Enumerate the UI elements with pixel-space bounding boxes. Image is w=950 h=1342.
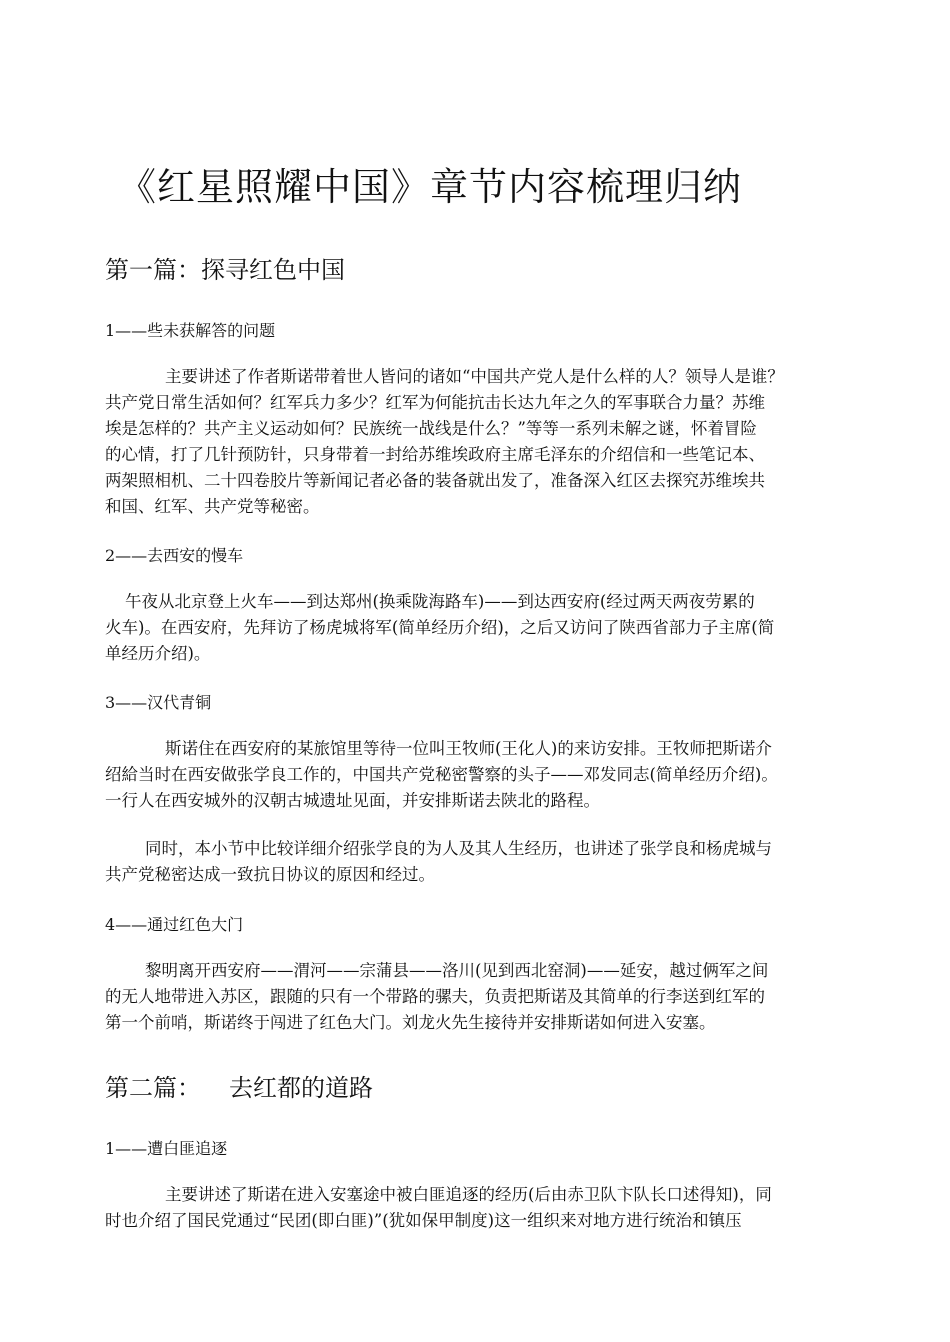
part2-heading-text: 去红都的道路 [229, 1074, 373, 1102]
chapter-heading: 4——通过红色大门 [105, 915, 244, 934]
chapter-heading: 2——去西安的慢车 [105, 546, 244, 565]
paragraph-line: 的无人地带进入苏区，跟随的只有一个带路的骡夫，负责把斯诺及其简单的行李送到红军的 [105, 987, 765, 1006]
paragraph-line: 时也介绍了国民党通过“民团(即白匪)”(犹如保甲制度)这一组织来对地方进行统治和镇压 [105, 1211, 742, 1230]
chapter-paragraph [105, 1182, 900, 1234]
paragraph-line: 同时，本小节中比较详细介绍张学良的为人及其人生经历，也讲述了张学良和杨虎城与 [145, 839, 772, 858]
chapter-heading: 1——遭白匪追逐 [105, 1139, 228, 1158]
paragraph-line: 的心情，打了几针预防针，只身带着一封给苏维埃政府主席毛泽东的介绍信和一些笔记本、 [105, 445, 765, 464]
paragraph-line: 埃是怎样的？共产主义运动如何？民族统一战线是什么？”等等一系列未解之谜，怀着冒险 [105, 419, 757, 438]
paragraph-line: 斯诺住在西安府的某旅馆里等待一位叫王牧师(王化人)的来访安排。王牧师把斯诺介 [165, 739, 772, 758]
chapter-paragraph [105, 589, 900, 667]
paragraph-line: 共产党日常生活如何？红军兵力多少？红军为何能抗击长达九年之久的军事联合力量？苏维 [105, 393, 765, 412]
paragraph-line: 共产党秘密达成一致抗日协议的原因和经过。 [105, 865, 435, 884]
paragraph-line: 第一个前哨，斯诺终于闯进了红色大门。刘龙火先生接待并安排斯诺如何进入安塞。 [105, 1013, 716, 1032]
chapter-heading: 1——些未获解答的问题 [105, 321, 276, 340]
part1-heading-label: 第一篇： [105, 256, 201, 284]
paragraph-line: 一行人在西安城外的汉朝古城遗址见面，并安排斯诺去陕北的路程。 [105, 791, 600, 810]
part1-heading [105, 250, 345, 285]
document-title: 《红星照耀中国》章节内容梳理归纳 [118, 165, 743, 209]
paragraph-line: 主要讲述了斯诺在进入安塞途中被白匪追逐的经历(后由赤卫队卞队长口述得知)，同 [165, 1185, 772, 1204]
paragraph-line: 单经历介绍)。 [105, 644, 211, 663]
paragraph-line: 火车)。在西安府，先拜访了杨虎城将军(简单经历介绍)，之后又访问了陕西省部力子主席(简 [105, 618, 775, 637]
paragraph-line: 主要讲述了作者斯诺带着世人皆问的诸如“中国共产党人是什么样的人？领导人是谁？ [165, 367, 784, 386]
paragraph-line: 黎明离开西安府——渭河——宗蒲县——洛川(见到西北窑洞)——延安，越过俩军之间 [145, 961, 769, 980]
chapter-paragraph [105, 836, 900, 888]
chapter-heading: 3——汉代青铜 [105, 693, 212, 712]
part1-heading-text: 探寻红色中国 [201, 256, 345, 284]
paragraph-line: 绍給当时在西安做张学良工作的，中国共产党秘密警察的头子——邓发同志(简单经历介绍)。 [105, 765, 778, 784]
paragraph-line: 和国、红军、共产党等秘密。 [105, 497, 320, 516]
chapter-paragraph [105, 364, 900, 520]
chapter-paragraph [105, 736, 900, 814]
paragraph-line: 两架照相机、二十四卷胶片等新闻记者必备的装备就出发了，准备深入红区去探究苏维埃共 [105, 471, 765, 490]
part2-heading-label: 第二篇： [105, 1074, 201, 1102]
paragraph-line: 午夜从北京登上火车——到达郑州(换乘陇海路车)——到达西安府(经过两天两夜劳累的 [125, 592, 755, 611]
part2-heading [105, 1068, 373, 1103]
chapter-paragraph [105, 958, 900, 1036]
